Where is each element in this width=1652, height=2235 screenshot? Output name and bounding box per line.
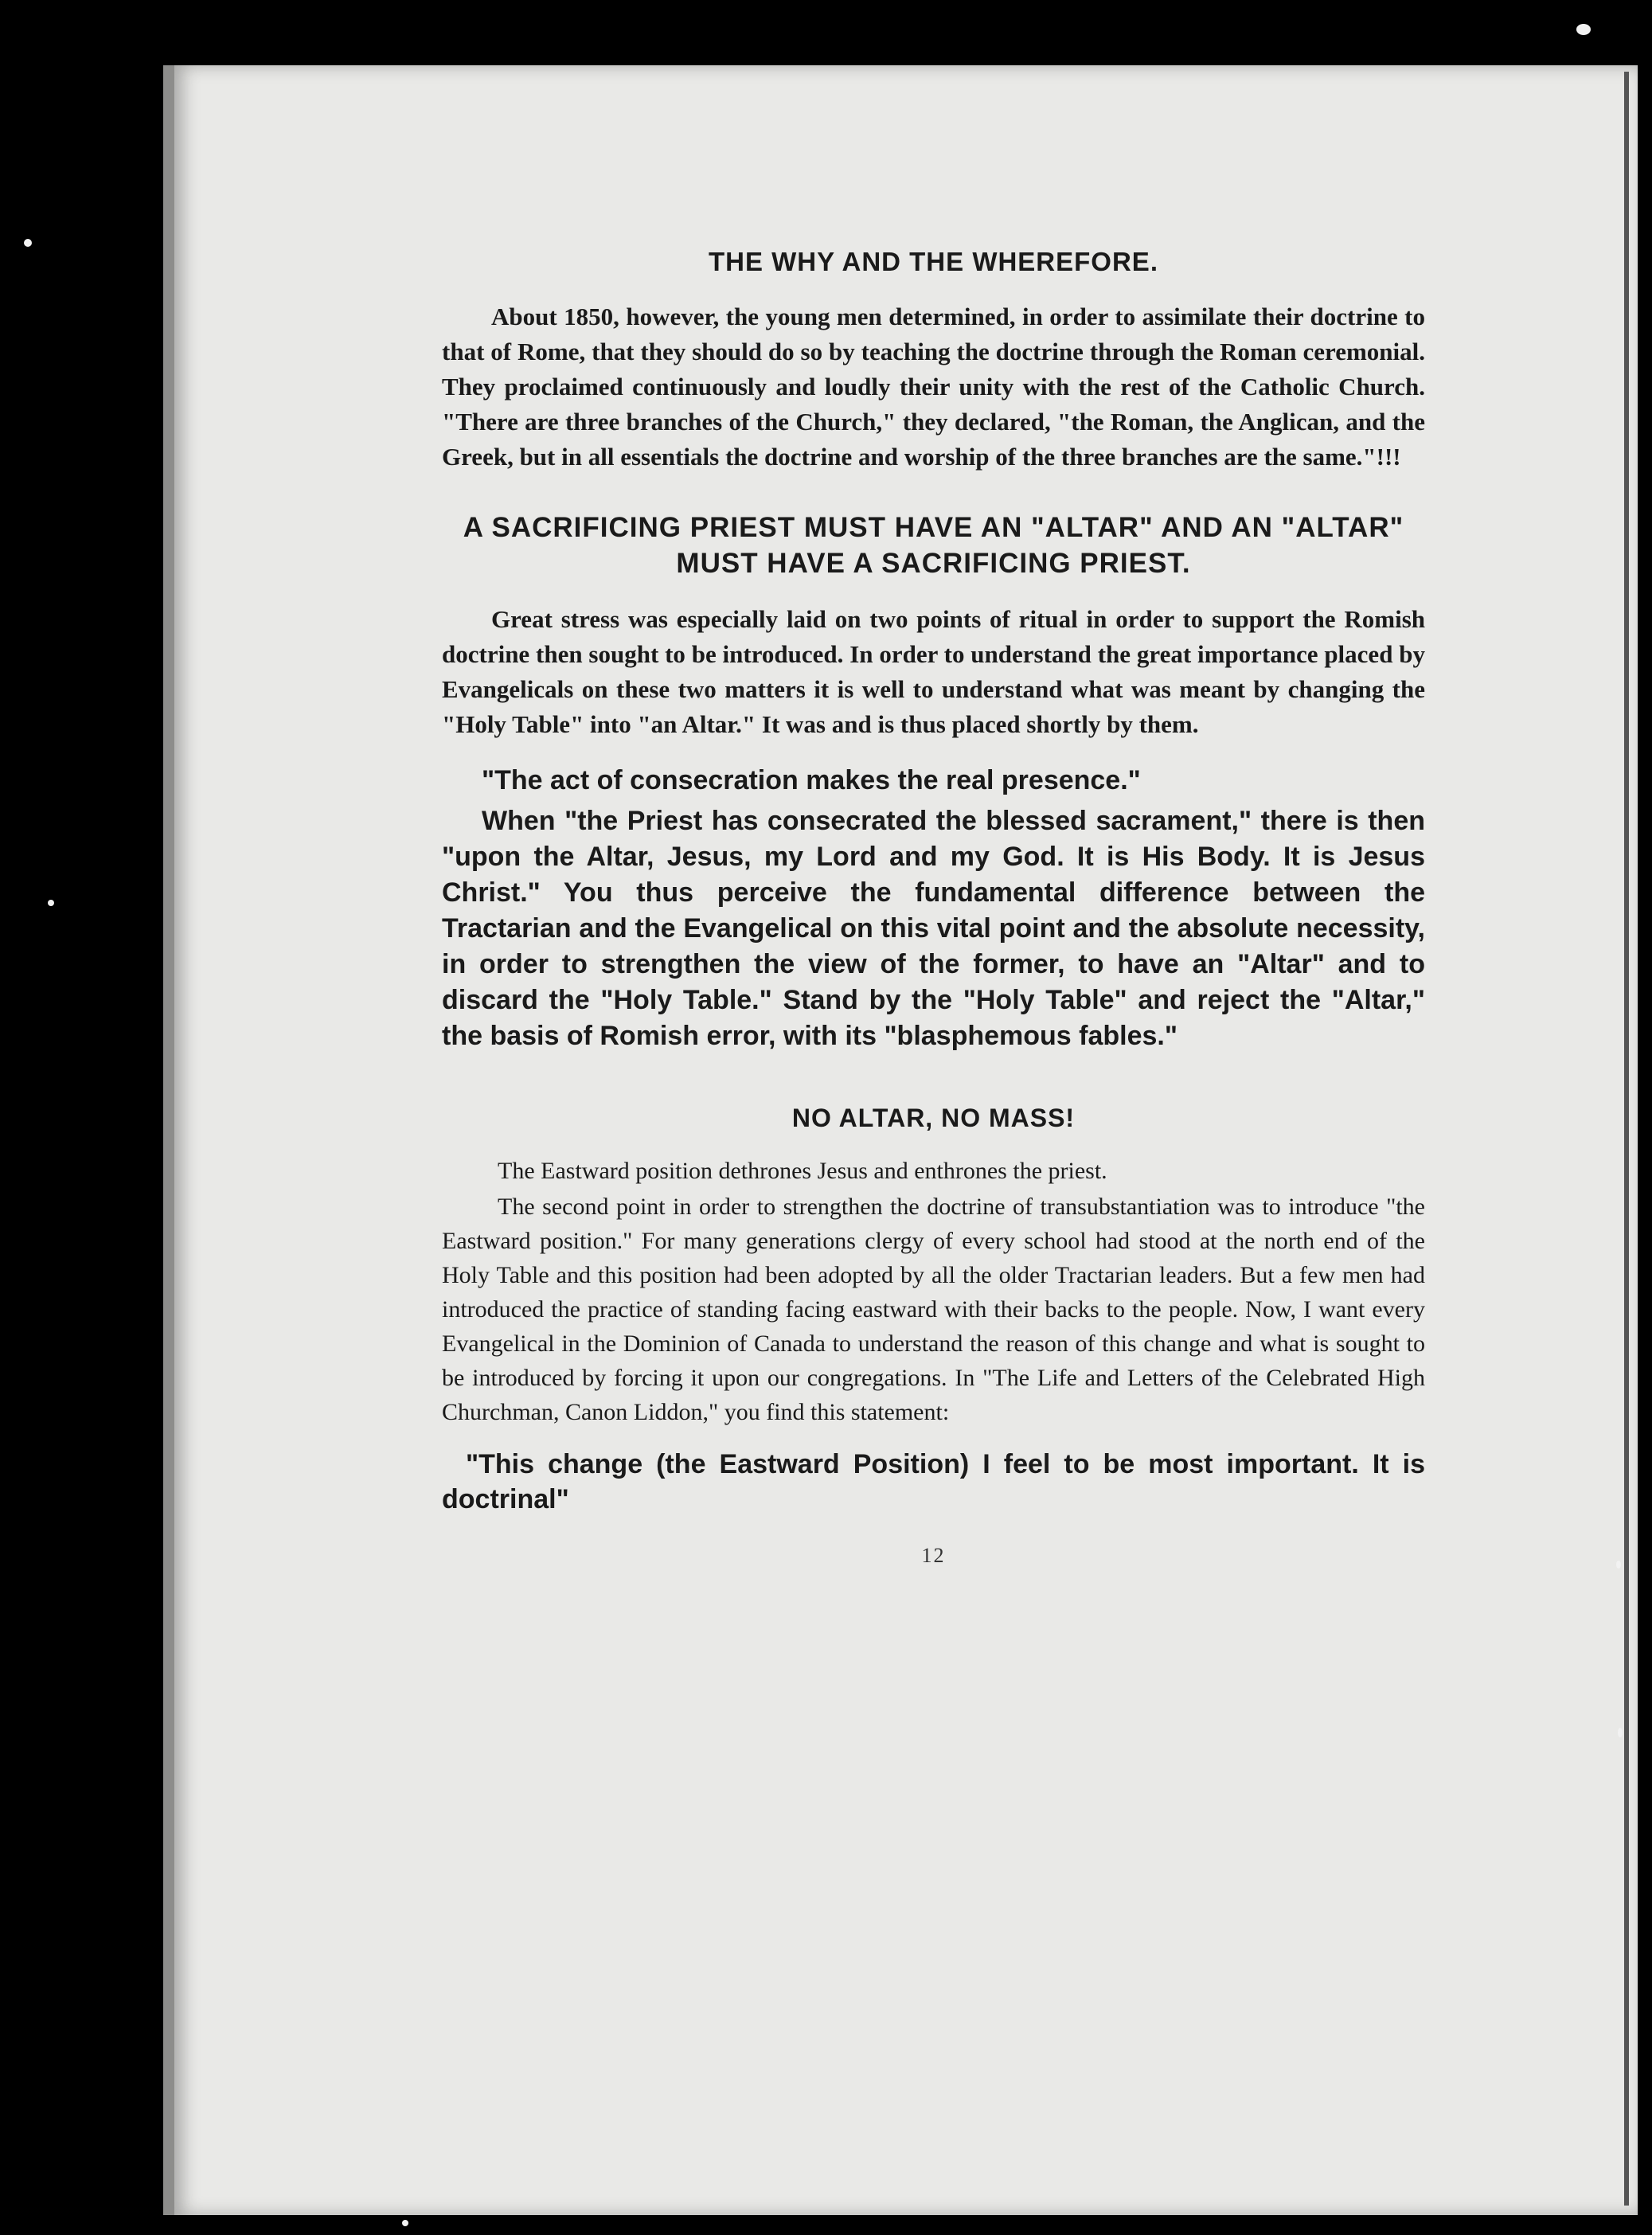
liddon-quote: "This change (the Eastward Position) I feel to be most important. It is doctrinal" [442,1449,1425,1514]
paragraph: When "the Priest has consecrated the blessed sacrament," there is then "upon the Altar, Jesus, my Lord and my God. It is His Body. It is Jesus Christ." You thus perceive the fundamental difference between the Tractarian and the Evangelical on this vital point and the absolute necessity, in order to strengthen the view of the former, to have an "Altar" and to discard the "Holy Table." Stand by the "Holy Table" and reject the "Altar," the basis of Romish error, with its "blasphemous fables." [442,806,1425,1051]
section-heading: A SACRIFICING PRIEST MUST HAVE AN "ALTAR" AND AN "ALTAR" MUST HAVE A SACRIFICING PRIEST. [463,512,1404,579]
paragraph: Great stress was especially laid on two points of ritual in order to support the Romish doctrine then sought to be introduced. In order to understand the great importance placed by Evangelicals on these two matters it is well to understand what was meant by changing the "Holy Table" into "an Altar." It was and is thus placed shortly by them. [442,605,1425,738]
page-content [442,231,1425,1568]
consecration-quote: "The act of consecration makes the real presence." [482,765,1141,795]
page-number: 12 [921,1544,946,1567]
paragraph: About 1850, however, the young men determined, in order to assimilate their doctrine to that of Rome, that they should do so by teaching the doctrine through the Roman ceremonial. They proclaimed continuously and loudly their unity with the rest of the Catholic Church. "There are three branches of the Church," they declared, "the Roman, the Anglican, and the Greek, but in all essentials the doctrine and worship of the three branches are the same."!!! [442,303,1425,471]
section-why-wherefore [442,247,1425,475]
section-heading: THE WHY AND THE WHEREFORE. [708,247,1158,276]
paragraph: The Eastward position dethrones Jesus and enthrones the priest. [498,1158,1107,1184]
paragraph: The second point in order to strengthen the doctrine of transubstantiation was to introduce "the Eastward position." For many generations clergy of every school had stood at the north end of the Holy Table and this position had been adopted by all the older Tractarian leaders. But a few men had introduced the practice of standing facing eastward with their backs to the people. Now, I want every Evangelical in the Dominion of Canada to understand the reason of this change and what is sought to be introduced by forcing it upon our congregations. In "The Life and Letters of the Celebrated High Churchman, Canon Liddon," you find this statement: [442,1194,1425,1425]
section-sacrificing-priest [442,510,1425,1054]
page-edge-shadow [1624,72,1629,2206]
section-heading: NO ALTAR, NO MASS! [791,1104,1076,1132]
section-no-altar [442,1104,1425,1517]
